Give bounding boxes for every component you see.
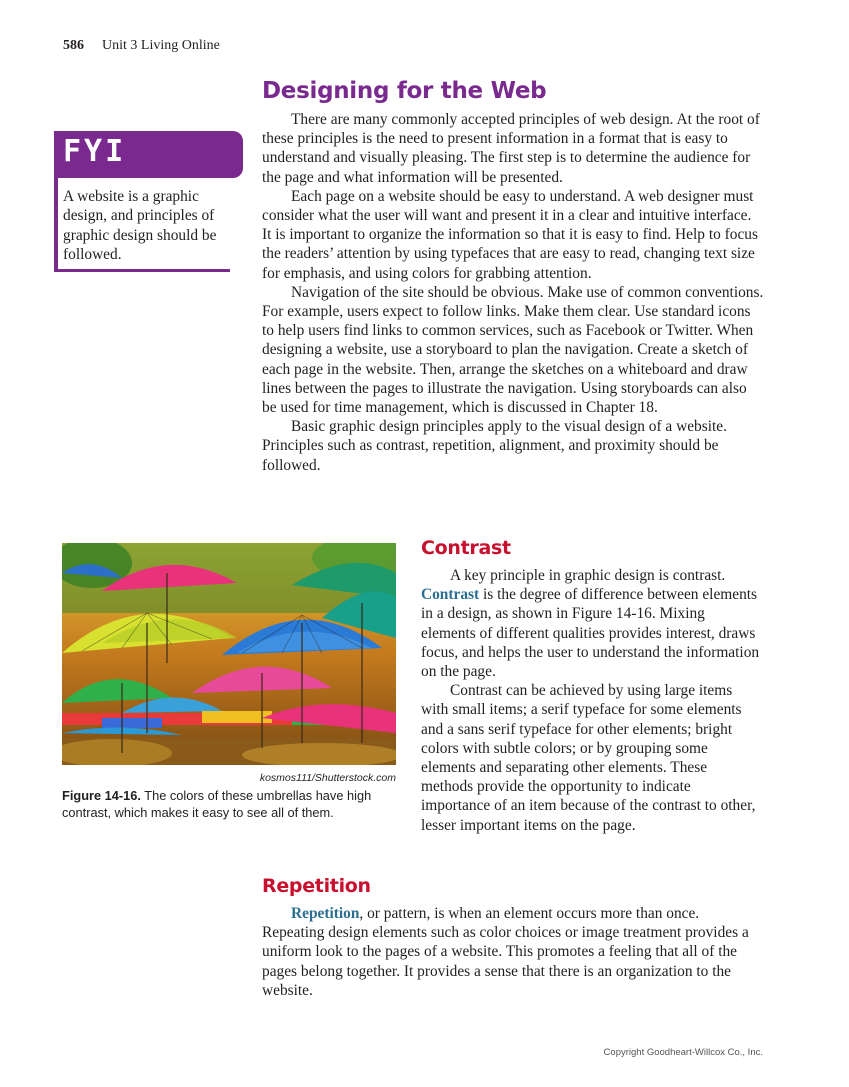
contrast-paragraph: Contrast can be achieved by using large items with small items; a serif typeface for some elements and a sans serif typeface for other elements; bright colors with subtle colors; or by grouping some elements and separating other elements. These methods provide the opportunity to indicate importance of an item because of the contrast to other, lesser important items on the page. (421, 682, 756, 834)
intro-paragraph: Basic graphic design principles apply to the visual design of a website. Principles such as contrast, repetition, alignment, and proximity should be followed. (262, 418, 727, 474)
fyi-side-rule (54, 178, 58, 272)
umbrella-illustration (62, 543, 396, 765)
fyi-title: FYI (63, 134, 127, 169)
repetition-term: Repetition (291, 905, 360, 922)
repetition-text-rest: , or pattern, is when an element occurs more than once. Repeating design elements such as color choices or image treatment provides a uniform look to the pages of a website. This promotes a feeling that all of the pages belong together. It provides a sense that there is an organization to the website. (262, 905, 749, 999)
repetition-heading: Repetition (262, 875, 371, 897)
fyi-bottom-rule (54, 269, 230, 272)
repetition-paragraph (262, 904, 764, 1000)
intro-paragraph: Each page on a website should be easy to understand. A web designer must consider what the user will want and present it in a clear and intuitive interface. It is important to organize the information so that it is easy to find. Help to focus the readers’ attention by using typefaces that are easy to read, changing text size for emphasis, and using colors for grabbing attention. (262, 187, 758, 282)
figure-label: Figure 14-16. (62, 788, 141, 803)
photo-credit: kosmos111/Shutterstock.com (259, 772, 396, 784)
page-number: 586 (63, 38, 84, 53)
contrast-text (421, 566, 763, 835)
intro-text (262, 110, 764, 475)
section-title: Designing for the Web (262, 78, 547, 104)
fyi-tab (54, 131, 243, 178)
page-header (63, 38, 220, 54)
contrast-text-lead: A key principle in graphic design is contrast. (450, 567, 726, 584)
intro-paragraph: There are many commonly accepted principles of web design. At the root of these principles is the need to present information in a format that is easy to understand and visually pleasing. The first step is to determine the audience for the page and what information will be presented. (262, 111, 760, 186)
repetition-text (262, 904, 764, 1000)
unit-label: Unit 3 Living Online (102, 38, 220, 53)
contrast-text-rest: is the degree of difference between elements in a design, as shown in Figure 14-16. Mixing elements of different qualities provides interest, draws focus, and helps the user to understand the information on the page. (421, 586, 760, 681)
contrast-paragraph (421, 566, 763, 681)
fyi-text: A website is a graphic design, and principles of graphic design should be followed. (63, 188, 217, 263)
contrast-heading: Contrast (421, 537, 511, 559)
copyright-notice: Copyright Goodheart-Willcox Co., Inc. (603, 1047, 763, 1058)
contrast-term: Contrast (421, 586, 480, 604)
umbrella-photo (62, 543, 396, 765)
figure-caption-text: The colors of these umbrellas have high contrast, which makes it easy to see all of them. (62, 788, 372, 820)
fyi-box (54, 131, 243, 272)
intro-paragraph: Navigation of the site should be obvious. Make use of common conventions. For example, users expect to follow links. Make them clear. Use standard icons to help users find links to common services, such as Facebook or Twitter. When designing a website, use a storyboard to plan the navigation. Create a sketch of each page in the website. Then, arrange the sketches on a whiteboard and draw lines between the pages to illustrate the navigation. Using storyboards can also be used for time management, which is discussed in Chapter 18. (262, 283, 764, 417)
figure-caption (62, 788, 402, 821)
